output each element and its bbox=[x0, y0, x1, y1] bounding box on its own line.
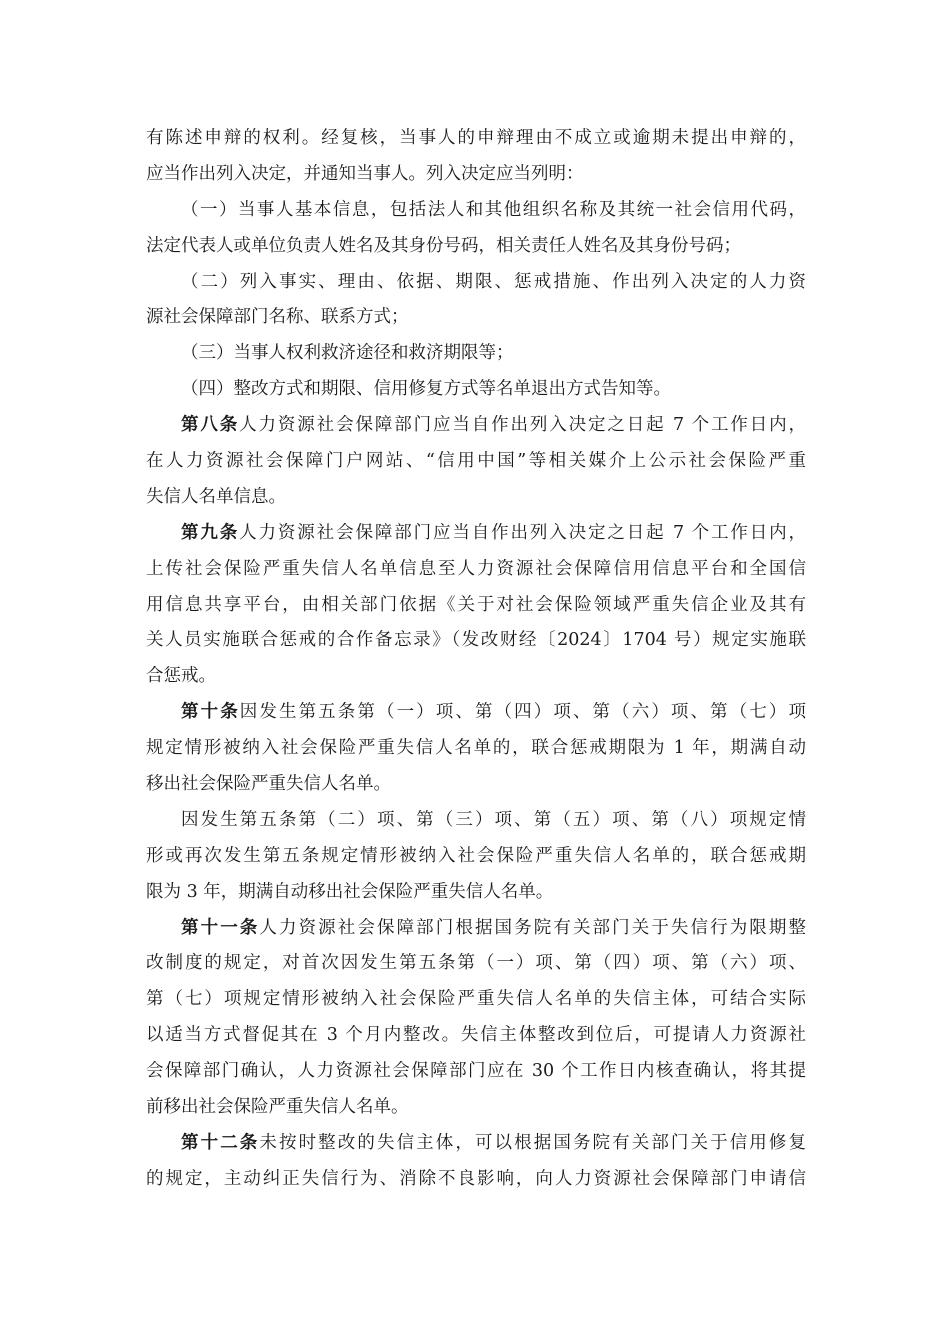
text-line: 会保障部门确认，人力资源社会保障部门应在 30 个工作日内核查确认，将其提 bbox=[146, 1061, 806, 1082]
paragraph-first-line: 因发生第五条第（二）项、第（三）项、第（五）项、第（八）项规定情 bbox=[181, 809, 806, 830]
article-title: 第八条 bbox=[181, 415, 240, 436]
text-line: 移出社会保险严重失信人名单。 bbox=[146, 774, 391, 795]
text-line: 法定代表人或单位负责人姓名及其身份号码，相关责任人姓名及其身份号码； bbox=[146, 235, 741, 256]
text-line: 的规定，主动纠正失信行为、消除不良影响，向人力资源社会保障部门申请信 bbox=[146, 1168, 806, 1189]
article-9-first-line bbox=[146, 516, 806, 552]
text-line: 失信人名单信息。 bbox=[146, 486, 286, 507]
text-line: 合惩戒。 bbox=[146, 666, 216, 687]
text-line: 改制度的规定，对首次因发生第五条第（一）项、第（四）项、第（六）项、 bbox=[146, 953, 806, 974]
text-line: 上传社会保险严重失信人名单信息至人力资源社会保障信用信息平台和全国信 bbox=[146, 558, 806, 579]
article-text: 人力资源社会保障部门根据国务院有关部门关于失信行为限期整 bbox=[259, 917, 807, 938]
article-title: 第十一条 bbox=[181, 917, 260, 938]
article-12-first-line bbox=[146, 1126, 806, 1162]
list-item-line: （二）列入事实、理由、依据、期限、惩戒措施、作出列入决定的人力资 bbox=[181, 271, 806, 292]
article-title: 第十条 bbox=[181, 702, 240, 723]
article-11-first-line bbox=[146, 911, 806, 947]
list-item-line: （三）当事人权利救济途径和救济期限等； bbox=[181, 343, 514, 364]
text-line: 源社会保障部门名称、联系方式； bbox=[146, 307, 409, 328]
text-line: 以适当方式督促其在 3 个月内整改。失信主体整改到位后，可提请人力资源社 bbox=[146, 1025, 806, 1046]
text-line: 有陈述申辩的权利。经复核，当事人的申辩理由不成立或逾期未提出申辩的， bbox=[146, 128, 806, 148]
article-text: 人力资源社会保障部门应当自作出列入决定之日起 7 个工作日内， bbox=[239, 415, 807, 436]
list-item-line: （一）当事人基本信息，包括法人和其他组织名称及其统一社会信用代码， bbox=[181, 199, 806, 220]
article-text: 未按时整改的失信主体，可以根据国务院有关部门关于信用修复 bbox=[259, 1132, 807, 1153]
article-text: 因发生第五条第（一）项、第（四）项、第（六）项、第（七）项 bbox=[239, 702, 807, 723]
document-body bbox=[146, 121, 806, 1198]
text-line: 第（七）项规定情形被纳入社会保险严重失信人名单的失信主体，可结合实际 bbox=[146, 989, 806, 1010]
article-10-first-line bbox=[146, 695, 806, 731]
text-line: 在人力资源社会保障门户网站、“信用中国”等相关媒介上公示社会保险严重 bbox=[146, 451, 806, 472]
text-line: 用信息共享平台，由相关部门依据《关于对社会保险领域严重失信企业及其有 bbox=[146, 594, 806, 615]
text-line: 前移出社会保险严重失信人名单。 bbox=[146, 1097, 409, 1118]
text-line: 关人员实施联合惩戒的合作备忘录》（发改财经〔2024〕1704 号）规定实施联 bbox=[146, 630, 806, 651]
text-line: 限为 3 年，期满自动移出社会保险严重失信人名单。 bbox=[146, 881, 554, 902]
text-line: 应当作出列入决定，并通知当事人。列入决定应当列明： bbox=[146, 163, 584, 184]
article-title: 第十二条 bbox=[181, 1132, 260, 1153]
article-title: 第九条 bbox=[181, 522, 240, 543]
text-line: 形或再次发生第五条规定情形被纳入社会保险严重失信人名单的，联合惩戒期 bbox=[146, 845, 806, 866]
article-8-first-line bbox=[146, 408, 806, 444]
article-text: 人力资源社会保障部门应当自作出列入决定之日起 7 个工作日内， bbox=[239, 522, 807, 543]
text-line: 规定情形被纳入社会保险严重失信人名单的，联合惩戒期限为 1 年，期满自动 bbox=[146, 738, 806, 759]
list-item-line: （四）整改方式和期限、信用修复方式等名单退出方式告知等。 bbox=[181, 379, 671, 400]
